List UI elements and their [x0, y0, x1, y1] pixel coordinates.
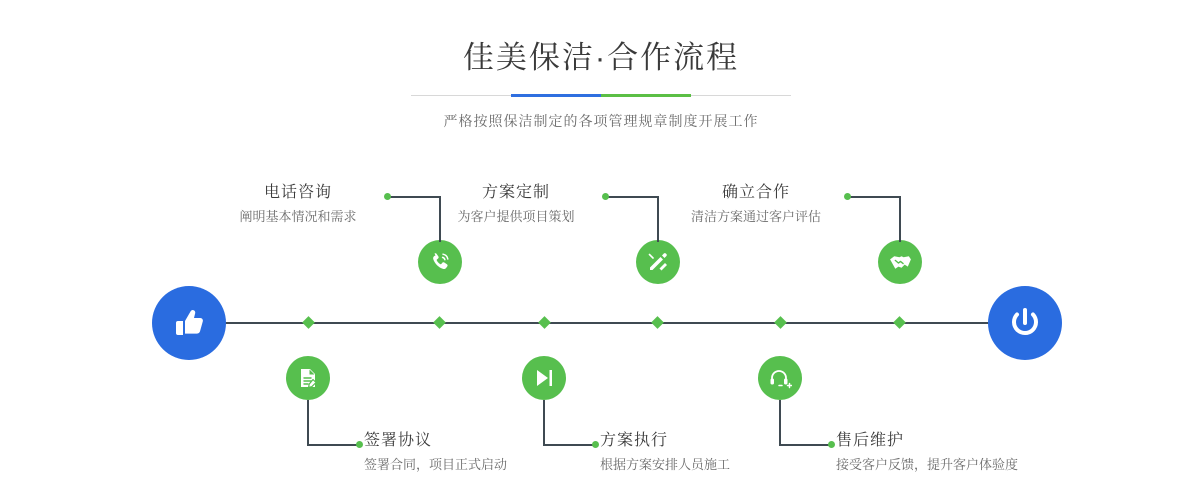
connector-horizontal-2	[307, 444, 360, 446]
axis-node-4	[538, 316, 551, 329]
title-divider	[411, 94, 791, 97]
timeline	[0, 170, 1202, 502]
axis-node-3	[651, 316, 664, 329]
step-title-2: 签署协议	[364, 432, 433, 449]
divider-accent-blue	[511, 94, 601, 97]
step-title-6: 售后维护	[836, 432, 905, 449]
connector-vertical-4	[543, 400, 545, 446]
timeline-axis	[165, 322, 1045, 324]
step-title-4: 方案执行	[600, 432, 669, 449]
axis-node-5	[893, 316, 906, 329]
connector-vertical-6	[779, 400, 781, 446]
step-icon-6[interactable]	[758, 356, 802, 400]
connector-dot-6	[828, 441, 835, 448]
step-label-3	[426, 182, 606, 228]
handshake-icon	[888, 250, 913, 275]
step-icon-2[interactable]	[286, 356, 330, 400]
power-icon	[1006, 304, 1044, 342]
connector-horizontal-3	[606, 196, 659, 198]
end-marker	[988, 286, 1062, 360]
step-label-4	[600, 430, 820, 476]
step-label-5	[664, 182, 848, 228]
axis-node-6	[774, 316, 787, 329]
header	[0, 36, 1202, 131]
connector-dot-2	[356, 441, 363, 448]
connector-vertical-2	[307, 400, 309, 446]
phone-call-icon	[428, 250, 452, 274]
step-label-6	[836, 430, 1086, 476]
connector-horizontal-6	[779, 444, 832, 446]
step-icon-3[interactable]	[636, 240, 680, 284]
step-title-1: 电话咨询	[263, 184, 332, 201]
step-title-5: 确立合作	[721, 184, 790, 201]
axis-node-2	[302, 316, 315, 329]
pen-ruler-icon	[646, 250, 670, 274]
play-forward-icon	[532, 366, 556, 390]
document-edit-icon	[296, 366, 320, 390]
start-marker	[152, 286, 226, 360]
connector-horizontal-4	[543, 444, 596, 446]
step-desc-5: 清洁方案通过客户评估	[690, 209, 821, 224]
connector-vertical-3	[657, 196, 659, 242]
step-icon-5[interactable]	[878, 240, 922, 284]
step-label-1	[208, 182, 388, 228]
divider-accent-green	[601, 94, 691, 97]
headset-support-icon	[768, 366, 792, 390]
connector-dot-4	[592, 441, 599, 448]
page-title: 佳美保洁·合作流程	[462, 40, 740, 75]
connector-horizontal-5	[848, 196, 901, 198]
step-title-3: 方案定制	[481, 184, 550, 201]
step-icon-4[interactable]	[522, 356, 566, 400]
thumbs-up-icon	[170, 304, 208, 342]
step-desc-2: 签署合同，项目正式启动	[364, 457, 508, 472]
step-desc-1: 阐明基本情况和需求	[239, 209, 357, 224]
step-desc-3: 为客户提供项目策划	[457, 209, 575, 224]
step-desc-4: 根据方案安排人员施工	[600, 457, 731, 472]
step-icon-1[interactable]	[418, 240, 462, 284]
connector-vertical-5	[899, 196, 901, 242]
step-desc-6: 接受客户反馈，提升客户体验度	[836, 457, 1019, 472]
page-subtitle: 严格按照保洁制定的各项管理规章制度开展工作	[443, 113, 759, 129]
axis-node-1	[433, 316, 446, 329]
